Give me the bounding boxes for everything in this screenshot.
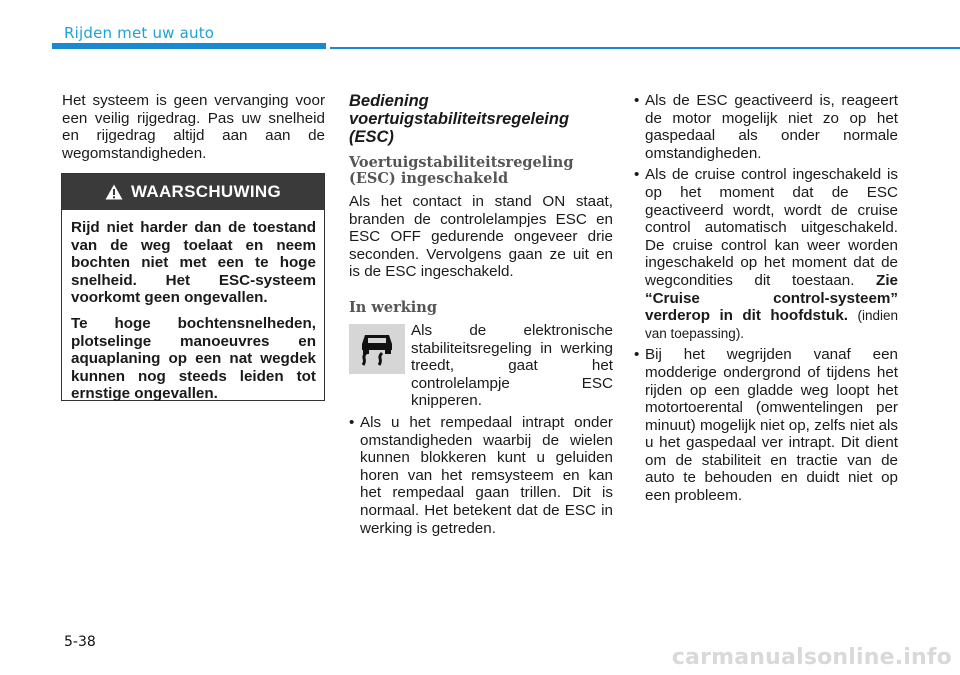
bullet-list-middle [349, 414, 613, 537]
warning-body [62, 210, 324, 403]
header-bar-line [330, 47, 960, 49]
bullet-list-right [634, 92, 898, 505]
bullet-text [645, 166, 898, 342]
esc-indicator-row [349, 322, 613, 410]
bullet-note: (indien van toepassing). [645, 308, 898, 341]
warning-header [62, 174, 324, 210]
esc-on-paragraph: Als het contact in stand ON staat, branden de controlelampjes ESC en ESC OFF gedurende ongeveer drie seconden. Vervolgens gaan ze uit en is de ESC ingeschakeld. [349, 193, 613, 281]
header-bar-accent [52, 43, 326, 49]
subheading-esc-on: Voertuigstabiliteitsregeling (ESC) ingeschakeld [349, 154, 574, 187]
column-left [62, 92, 325, 162]
section-heading: Bediening voertuigstabiliteitsregeleing (ESC) [349, 92, 570, 146]
subheading-in-werking: In werking [349, 298, 437, 316]
section-title: Rijden met uw auto [64, 24, 215, 42]
list-item [634, 166, 898, 342]
list-item [634, 92, 898, 162]
list-item [634, 346, 898, 504]
bullet-text-part: Als de cruise control ingeschakeld is op het moment dat de ESC geactiveerd wordt, wordt de cruise control automatisch uitgeschakeld. De cruise control kan weer worden ingeschakeld op het moment dat de wegcondities dit toestaan. [645, 166, 898, 289]
esc-indicator-icon-box [349, 324, 405, 374]
column-right [634, 92, 898, 509]
page-number: 5-38 [64, 634, 96, 650]
bullet-text: • Als u het rempedaal intrapt onder omstandigheden waarbij de wielen kunnen blokkeren kunt u geluiden horen van het remsysteem en kan het rempedaal gaan trillen. Dit is normaal. Het betekent dat de ESC in werking is getreden. [360, 413, 613, 537]
intro-paragraph: Het systeem is geen vervanging voor een veilig rijgedrag. Pas uw snelheid en rijgedrag altijd aan aan de wegomstandigheden. [62, 92, 325, 162]
cross-reference: Zie “Cruise control-systeem” verderop in dit hoofdstuk. [645, 271, 898, 325]
warning-paragraph-1: Rijd niet harder dan de toestand van de weg toelaat en neem bochten niet met een te hoge snelheid. Het ESC-systeem voorkomt geen ongevallen. [71, 219, 316, 307]
column-middle [349, 92, 613, 541]
list-item [349, 414, 613, 537]
warning-title: WAARSCHUWING [131, 182, 281, 201]
esc-indicator-text: Als de elektronische stabiliteitsregeling in werking treedt, gaat het controlelampje ESC knipperen. [411, 321, 613, 410]
esc-skid-car-icon [357, 331, 397, 367]
bullet-text: • Als de ESC geactiveerd is, reageert de motor mogelijk niet zo op het gaspedaal als onder normale omstandigheden. [645, 92, 898, 162]
bullet-text: • Bij het wegrijden vanaf een modderige ondergrond of tijdens het rijden op een gladde weg loopt het motortoerental (omwentelingen per minuut) mogelijk niet op, zelfs niet als u het gaspedaal ver intrapt. Dit dient om de stabiliteit en tractie van de auto te behouden en duidt niet op een probleem. [645, 346, 898, 505]
warning-triangle-icon [105, 184, 123, 200]
warning-paragraph-2: Te hoge bochtensnelheden, plotselinge manoeuvres en aquaplaning op een nat wegdek kunnen nog steeds leiden tot ernstige ongevallen. [71, 314, 316, 403]
watermark: carmanualsonline.info [671, 645, 952, 670]
warning-box [61, 173, 325, 401]
